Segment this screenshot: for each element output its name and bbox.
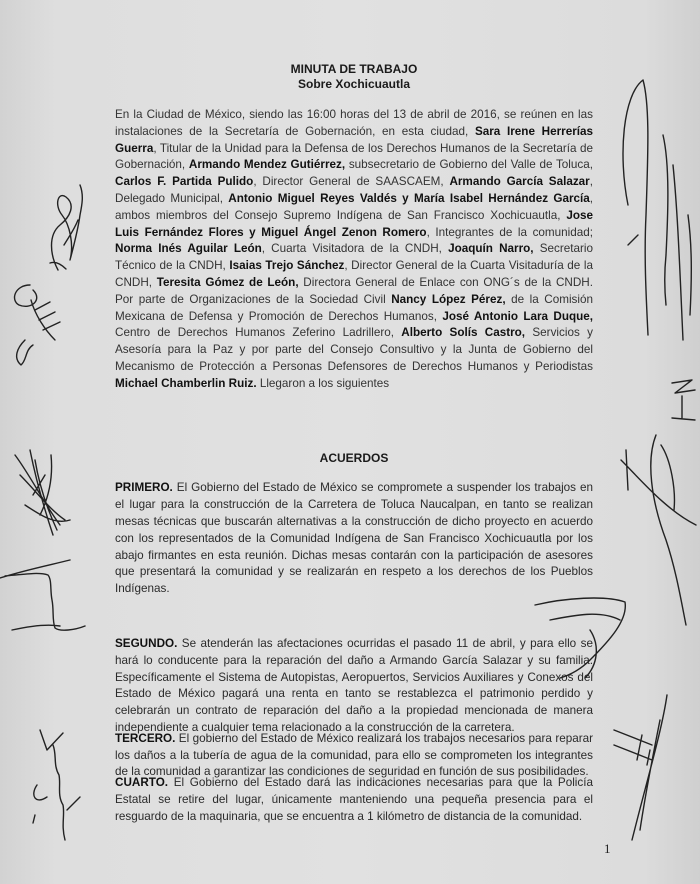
intro-text: Servicios y Asesoría para la Paz y por parte del Consejo Consultivo y la Junta de Gobierno del Mecanismo de Protección a Personas Defensores de Derechos Humanos y Periodistas <box>115 326 593 373</box>
intro-text: , Director General de SAASCAEM, <box>253 175 450 189</box>
signature-4 <box>0 560 90 635</box>
intro-text: Centro de Derechos Humanos Zeferino Ladrillero, <box>115 326 402 340</box>
document-title: MINUTA DE TRABAJO <box>290 62 418 76</box>
participant-name: Michael Chamberlin Ruiz. <box>115 376 257 390</box>
agreement-text: El Gobierno del Estado de México se compromete a suspender los trabajos en el lugar para la construcción de la Carretera de Toluca Naucalpan, en tanto se realizan mesas técnicas que buscarán alternativas a la construcción de dicho proyecto en acuerdo con los representados de la Comunidad Indígena de San Francisco Xochicuautla por los abajo firmantes en esta reunión. Dichas mesas contarán con la participación de asesores que presentará la comunidad y se realizarán en respeto a los derechos de los Pueblos Indígenas. <box>115 481 593 596</box>
intro-text: , Delegado Municipal, <box>115 175 593 205</box>
intro-text: , ambos miembros del Consejo Supremo Indígena de San Francisco Xochicuautla, <box>115 191 593 222</box>
agreement-tercero <box>115 731 593 781</box>
agreement-text: Se atenderán las afectaciones ocurridas el pasado 11 de abril, y para ello se hará lo conducente para la reparación del daño a Armando García Salazar y su familia. Específicamente el Sistema de Autopistas, Aeropuertos, Servicios Auxiliares y Conexos del Estado de México pagará una renta en tanto se restablezca el patrimonio perdido y celebrarán un contrato de reparación del daño a la propiedad mencionada de manera independiente a cualquier tema relacionado a la construcción de la carretera. <box>115 636 593 734</box>
participant-name: Antonio Miguel Reyes Valdés y María Isabel Hernández García <box>228 191 590 205</box>
agreement-label: CUARTO. <box>115 776 169 790</box>
page-number: 1 <box>604 841 611 856</box>
signature-1 <box>40 175 90 275</box>
intro-text: , Integrantes de la comunidad; <box>426 225 593 239</box>
participant-name: Alberto Solís Castro, <box>401 326 526 340</box>
agreement-text: El gobierno del Estado de México realizará los trabajos necesarios para reparar los daños a la tubería de agua de la comunidad, para ello se comprometen los integrantes de la comunidad a garantizar las condiciones de seguridad en función de sus posibilidades. <box>115 731 593 779</box>
signature-2 <box>5 280 75 370</box>
intro-paragraph <box>115 107 593 393</box>
intro-text: En la Ciudad de México, siendo las 16:00 horas del 13 de abril de 2016, se reúnen en las instalaciones de la Secretaría de Gobernación, en esta ciudad, <box>115 108 593 138</box>
agreement-label: PRIMERO. <box>115 481 173 495</box>
intro-text: Secretario Técnico de la CNDH, <box>115 242 593 273</box>
agreement-primero <box>115 480 593 598</box>
signature-3 <box>5 435 75 545</box>
participant-name: Carlos F. Partida Pulido <box>115 175 254 189</box>
signature-9 <box>530 590 630 680</box>
agreement-label: TERCERO. <box>115 731 176 745</box>
participant-name: Joaquín Narro, <box>448 242 534 256</box>
intro-text: subsecretario de Gobierno del Valle de Toluca, <box>345 158 593 172</box>
intro-text: Llegaron a los siguientes <box>256 376 390 390</box>
agreement-label: SEGUNDO. <box>115 636 178 650</box>
agreement-cuarto <box>115 775 593 825</box>
intro-text: de la Comisión Mexicana de Defensa y Promoción de Derechos Humanos, <box>115 292 593 323</box>
participant-name: Nancy López Pérez, <box>391 292 506 306</box>
participant-name: Armando García Salazar <box>449 175 590 189</box>
intro-text: , Titular de la Unidad para la Defensa de los Derechos Humanos de la Secretaría de Gobernación, <box>115 141 593 172</box>
intro-text: , Cuarta Visitadora de la CNDH, <box>261 242 449 256</box>
signature-5 <box>25 715 85 845</box>
intro-text: , Director General de la Cuarta Visitaduría de la CNDH, <box>115 259 593 289</box>
agreement-segundo <box>115 636 593 737</box>
participant-name: Sara Irene Herrerías Guerra <box>115 124 593 155</box>
signature-10 <box>612 690 682 850</box>
participant-name: Jose Luis Fernández Flores y Miguel Ángel Zenon Romero <box>115 208 593 239</box>
section-heading-acuerdos: ACUERDOS <box>319 450 389 465</box>
document-subtitle: Sobre Xochicuautla <box>297 77 411 91</box>
participant-name: José Antonio Lara Duque, <box>442 309 593 323</box>
signature-6 <box>608 75 688 345</box>
participant-name: Norma Inés Aguilar León <box>115 242 262 256</box>
agreement-text: El Gobierno del Estado dará las indicaciones necesarias para que la Policía Estatal se retire del lugar, únicamente manteniendo una pequeña presencia para el resguardo de la maquinaria, que se encuentra a 1 kilómetro de distancia de la comunidad. <box>115 776 593 823</box>
signature-7 <box>670 378 700 428</box>
participant-name: Armando Mendez Gutiérrez, <box>188 158 346 172</box>
participant-name: Teresita Gómez de León, <box>156 275 299 289</box>
intro-text: Directora General de Enlace con ONG´s de la CNDH. Por parte de Organizaciones de la Sociedad Civil <box>115 275 593 306</box>
document-body <box>115 62 593 825</box>
participant-name: Isaias Trejo Sánchez <box>229 259 345 273</box>
